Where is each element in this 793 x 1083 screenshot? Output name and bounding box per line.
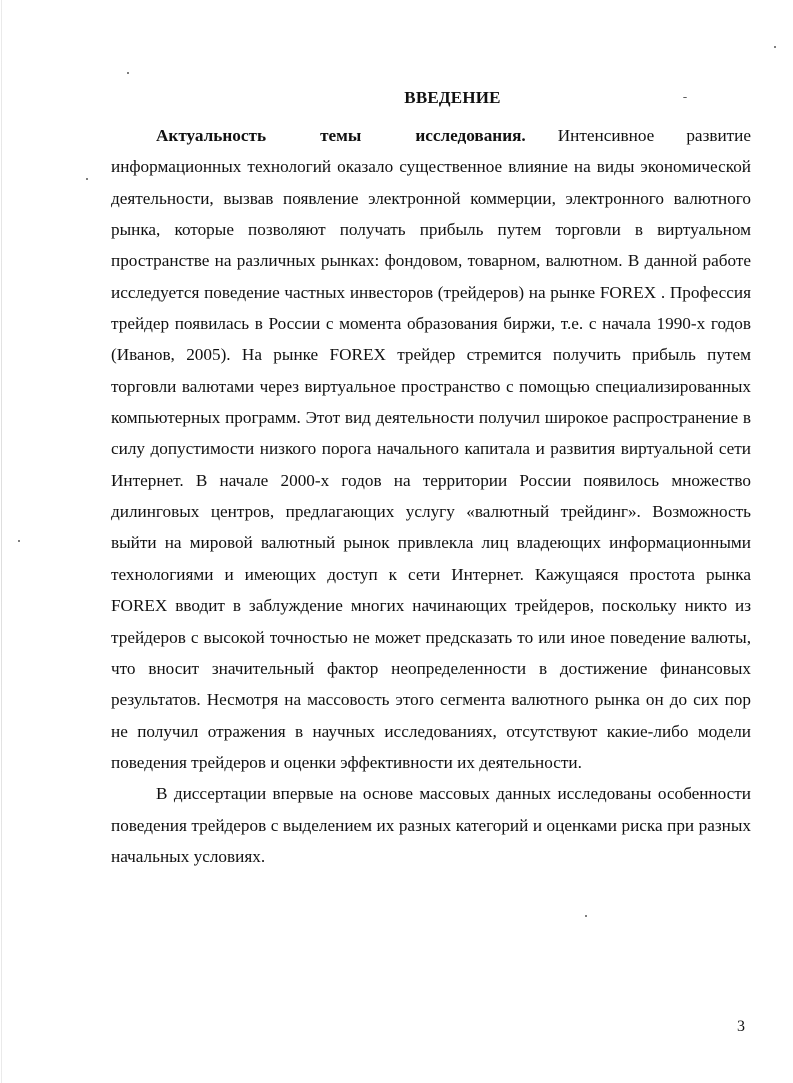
paragraph-lead: Актуальность темы исследования. xyxy=(156,126,526,145)
scan-speck xyxy=(127,72,129,74)
scan-speck xyxy=(774,46,776,48)
paragraph-text: Интенсивное развитие информационных технологий оказало существенное влияние на виды экономической деятельности, вызвав появление электронной коммерции, электронного валютного рынка, которые позволяют получать прибыль путем торговли в виртуальном пространстве на различных рынках: фондовом, товарном, валютном. В данной работе исследуется поведение частных инвесторов (трейдеров) на рынке FOREX . Профессия трейдер появилась в России с момента образования биржи, т.е. с начала 1990-х годов (Иванов, 2005). На рынке FOREX трейдер стремится получить прибыль путем торговли валютами через виртуальное пространство с помощью специализированных компьютерных программ. Этот вид деятельности получил широкое распространение в силу допустимости низкого порога начального капитала и развития виртуальной сети Интернет. В начале 2000-х годов на территории России появилось множество дилинговых центров, предлагающих услугу «валютный трейдинг». Возможность выйти на мировой валютный рынок привлекла лиц владеющих информационными технологиями и имеющих доступ к сети Интернет. Кажущаяся простота рынка FOREX вводит в заблуждение многих начинающих трейдеров, поскольку никто из трейдеров с высокой точностью не может предсказать то или иное поведение валюты, что вносит значительный фактор неопределенности в достижение финансовых результатов. Несмотря на массовость этого сегмента валютного рынка он до сих пор не получил отражения в научных исследованиях, отсутствуют какие-либо модели поведения трейдеров и оценки эффективности их деятельности. xyxy=(111,126,752,772)
page-number: 3 xyxy=(737,1018,745,1035)
body-text xyxy=(111,120,751,872)
scan-speck xyxy=(683,97,687,98)
paragraph-text: В диссертации впервые на основе массовых данных исследованы особенности поведения трейдеров с выделением их разных категорий и оценками риска при разных начальных условиях. xyxy=(111,784,751,866)
scan-speck xyxy=(86,178,88,180)
scan-speck xyxy=(585,915,587,917)
paragraph-relevance xyxy=(111,120,751,778)
scan-edge xyxy=(1,0,2,1083)
paragraph-dissertation xyxy=(111,778,751,872)
scan-speck xyxy=(18,540,20,542)
section-heading: ВВЕДЕНИЕ xyxy=(404,88,501,107)
